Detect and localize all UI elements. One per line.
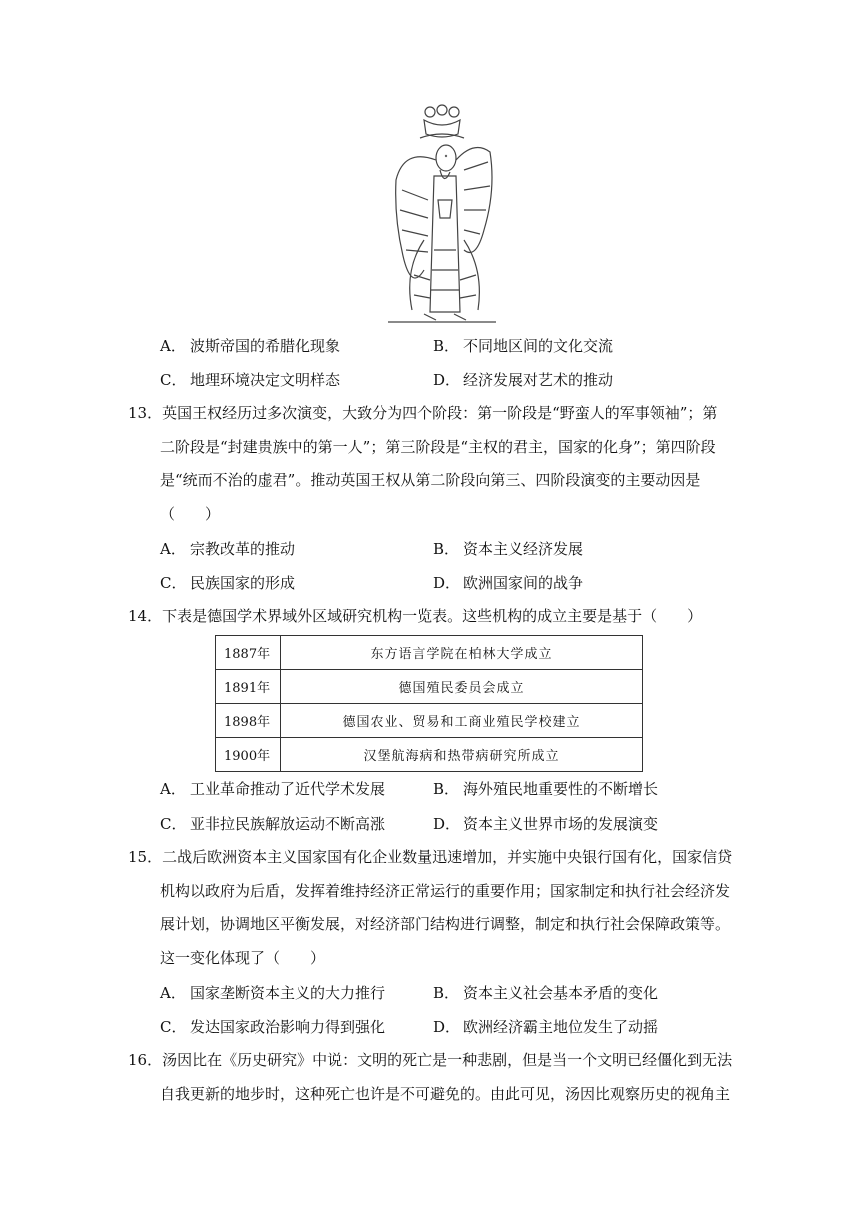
q12-option-b[interactable] — [433, 335, 613, 357]
stem-text: 英国王权经历过多次演变，大致分为四个阶段：第一阶段是“野蛮人的军事领袖”；第 — [162, 404, 718, 422]
option-letter: D． — [433, 1018, 461, 1036]
option-letter: C． — [160, 371, 187, 389]
event-cell: 德国农业、贸易和工商业殖民学校建立 — [281, 704, 643, 738]
year-cell: 1898年 — [216, 704, 281, 738]
option-text: 亚非拉民族解放运动不断高涨 — [190, 815, 386, 833]
q15-option-c[interactable] — [160, 1016, 385, 1038]
option-letter: B． — [433, 984, 460, 1002]
q16-stem-line-1 — [128, 1049, 732, 1071]
option-letter: A． — [160, 780, 186, 798]
table-row — [216, 704, 643, 738]
option-text: 资本主义世界市场的发展演变 — [463, 815, 659, 833]
option-letter: B． — [433, 780, 460, 798]
q14-stem — [128, 605, 702, 627]
stem-text: 二战后欧洲资本主义国家国有化企业数量迅速增加，并实施中央银行国有化，国家信贷 — [162, 848, 733, 866]
option-text: 资本主义社会基本矛盾的变化 — [463, 984, 659, 1002]
year-cell: 1891年 — [216, 670, 281, 704]
year-cell: 1900年 — [216, 738, 281, 772]
q13-stem-line-3: 是“统而不治的虚君”。推动英国王权从第二阶段向第三、四阶段演变的主要动因是 — [160, 471, 701, 489]
option-text: 国家垄断资本主义的大力推行 — [190, 984, 386, 1002]
option-letter: D． — [433, 371, 461, 389]
option-letter: B． — [433, 540, 460, 558]
q15-stem-line-1 — [128, 846, 732, 868]
q12-option-d[interactable] — [433, 369, 613, 391]
q14-option-b[interactable] — [433, 778, 658, 800]
table-row — [216, 636, 643, 670]
q15-stem-line-3: 展计划，协调地区平衡发展，对经济部门结构进行调整，制定和执行社会保障政策等。 — [160, 915, 731, 933]
option-letter: C． — [160, 1018, 187, 1036]
option-text: 地理环境决定文明样态 — [190, 371, 341, 389]
table-row — [216, 670, 643, 704]
q13-stem-line-4: （ ） — [160, 505, 221, 523]
q16-stem-line-2: 自我更新的地步时，这种死亡也许是不可避免的。由此可见，汤因比观察历史的视角主 — [160, 1085, 731, 1103]
option-letter: C． — [160, 574, 187, 592]
option-text: 民族国家的形成 — [190, 574, 296, 592]
event-cell: 东方语言学院在柏林大学成立 — [281, 636, 643, 670]
q13-option-a[interactable] — [160, 538, 295, 560]
q12-option-c[interactable] — [160, 369, 340, 391]
option-letter: C． — [160, 815, 187, 833]
question-number: 13． — [128, 404, 163, 422]
q13-stem-line-2: 二阶段是“封建贵族中的第一人”；第三阶段是“主权的君主，国家的化身”；第四阶段 — [160, 438, 716, 456]
q15-option-d[interactable] — [433, 1016, 658, 1038]
q14-option-c[interactable] — [160, 813, 385, 835]
question-number: 14． — [128, 607, 163, 625]
option-text: 欧洲经济霸主地位发生了动摇 — [463, 1018, 659, 1036]
q15-stem-line-2: 机构以政府为后盾，发挥着维持经济正常运行的重要作用；国家制定和执行社会经济发 — [160, 882, 731, 900]
option-text: 不同地区间的文化交流 — [463, 337, 614, 355]
q13-stem-line-1 — [128, 402, 717, 424]
q14-option-d[interactable] — [433, 813, 658, 835]
stem-text: 下表是德国学术界域外区域研究机构一览表。这些机构的成立主要是基于（ ） — [162, 607, 703, 625]
option-text: 资本主义经济发展 — [463, 540, 584, 558]
option-letter: A． — [160, 337, 186, 355]
option-text: 工业革命推动了近代学术发展 — [190, 780, 386, 798]
option-letter: D． — [433, 815, 461, 833]
year-cell: 1887年 — [216, 636, 281, 670]
winged-figure-relief-image — [384, 100, 500, 330]
option-text: 宗教改革的推动 — [190, 540, 296, 558]
q13-option-d[interactable] — [433, 572, 583, 594]
q15-stem-line-4: 这一变化体现了（ ） — [160, 949, 326, 967]
option-letter: B． — [433, 337, 460, 355]
option-letter: D． — [433, 574, 461, 592]
option-text: 经济发展对艺术的推动 — [463, 371, 614, 389]
option-text: 波斯帝国的希腊化现象 — [190, 337, 341, 355]
stem-text: 汤因比在《历史研究》中说：文明的死亡是一种悲剧，但是当一个文明已经僵化到无法 — [162, 1051, 733, 1069]
option-text: 海外殖民地重要性的不断增长 — [463, 780, 659, 798]
q13-option-b[interactable] — [433, 538, 583, 560]
question-number: 16． — [128, 1051, 163, 1069]
option-letter: A． — [160, 984, 186, 1002]
event-cell: 汉堡航海病和热带病研究所成立 — [281, 738, 643, 772]
event-cell: 德国殖民委员会成立 — [281, 670, 643, 704]
option-letter: A． — [160, 540, 186, 558]
option-text: 发达国家政治影响力得到强化 — [190, 1018, 386, 1036]
q12-option-a[interactable] — [160, 335, 340, 357]
q15-option-a[interactable] — [160, 982, 385, 1004]
q13-option-c[interactable] — [160, 572, 295, 594]
research-institutions-table — [215, 635, 643, 772]
option-text: 欧洲国家间的战争 — [463, 574, 584, 592]
q14-option-a[interactable] — [160, 778, 385, 800]
question-number: 15． — [128, 848, 163, 866]
table-row — [216, 738, 643, 772]
q15-option-b[interactable] — [433, 982, 658, 1004]
